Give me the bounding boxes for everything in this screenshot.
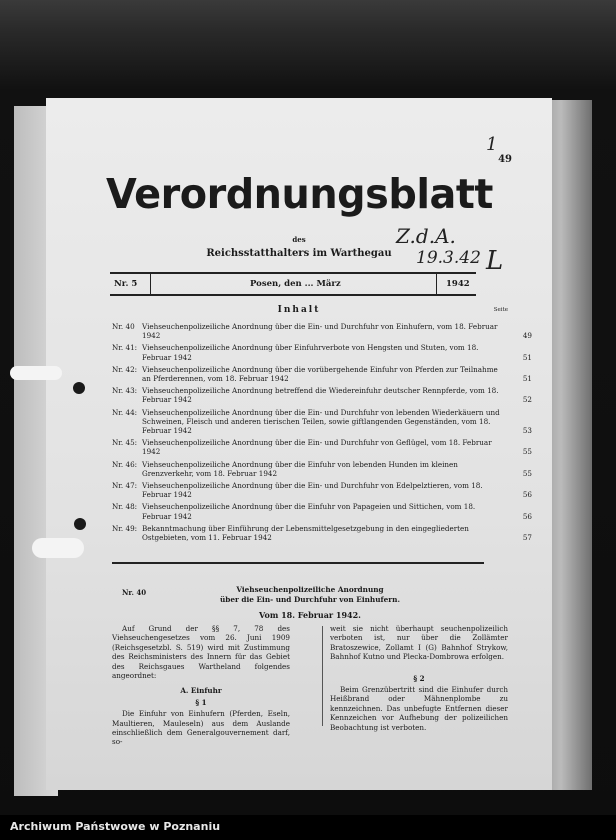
publication-title: Verordnungsblatt xyxy=(106,170,493,218)
archive-credit: Archiwum Państwowe w Poznaniu xyxy=(10,820,221,833)
body-paragraph: Beim Grenzübertritt sind die Einhufer durch Heißbrand oder Mähnenplombe zu kennzeichnen. Das unbefugte Entfernen dieser Kennzeichen vor Aufhebung der polizeilichen Beobachtung ist verboten. xyxy=(330,685,508,732)
body-paragraph: Die Einfuhr von Einhufern (Pferden, Eseln, Maultieren, Mauleseln) aus dem Auslande einschließlich dem Generalgouvernement darf, so- xyxy=(112,709,290,747)
subheading: A. Einfuhr xyxy=(180,686,222,696)
binder-tab-top xyxy=(10,366,62,380)
section-divider xyxy=(112,562,484,564)
binder-tab-bottom xyxy=(32,538,84,558)
toc-item: Nr. 40 Viehseuchenpolizeiliche Anordnung über die Ein- und Durchfuhr von Einhufern, vom 18. Februar 1942 49 xyxy=(112,322,532,341)
toc-item: Nr. 46: Viehseuchenpolizeiliche Anordnung über die Einfuhr von lebenden Hunden im kleinen Grenzverkehr, vom 18. Februar 1942 55 xyxy=(112,459,532,478)
punch-hole-bottom xyxy=(74,518,86,530)
section-number: Nr. 40 xyxy=(122,588,147,597)
toc-heading: Inhalt xyxy=(277,305,321,315)
text-column-left xyxy=(112,624,290,747)
toc-item: Nr. 44: Viehseuchenpolizeiliche Anordnung über die Ein- und Durchfuhr von lebenden Wiederkäuern und Schweinen, Fleisch und anderen tierischen Teilen, sowie giftlangenden Gegenständen, vom 18. Februar 1942 53 xyxy=(112,407,532,436)
section-title-line2: über die Ein- und Durchfuhr von Einhufern. xyxy=(220,595,400,604)
toc-item: Nr. 43: Viehseuchenpolizeiliche Anordnung betreffend die Wiedereinfuhr deutscher Rennpferde, vom 18. Februar 1942 52 xyxy=(112,386,532,405)
issue-year: 1942 xyxy=(446,279,470,289)
archive-footer xyxy=(0,815,616,840)
toc-item: Nr. 42: Viehseuchenpolizeiliche Anordnung über die vorübergehende Einfuhr von Pferden zur Teilnahme an Pferderennen, vom 18. Februar 1942 51 xyxy=(112,364,532,384)
document-page xyxy=(46,98,552,790)
punch-hole-top xyxy=(73,382,85,394)
toc-item: Nr. 45: Viehseuchenpolizeiliche Anordnung über die Ein- und Durchfuhr von Geflügel, vom 18. Februar 1942 55 xyxy=(112,438,532,457)
issue-number: Nr. 5 xyxy=(114,279,138,289)
body-paragraph: Auf Grund der §§ 7, 78 des Viehseuchengesetzes vom 26. Juni 1909 (Reichsgesetzbl. S. 519) wird mit Zustimmung des Reichsministers des Innern für das Gebiet des Reichsgaues Wartheland folgendes angeordnet: xyxy=(112,624,290,681)
publication-des: des xyxy=(292,235,306,244)
paragraph-mark: § 2 xyxy=(413,673,425,683)
text-column-right xyxy=(330,624,508,732)
handwritten-note-date: 19.3.42 xyxy=(416,248,481,268)
section-date: Vom 18. Februar 1942. xyxy=(259,610,361,620)
publication-publisher: Reichsstatthalters im Warthegau xyxy=(206,248,392,259)
handwritten-note-zda: Z.d.A. xyxy=(396,224,456,248)
toc-item: Nr. 47: Viehseuchenpolizeiliche Anordnung über die Ein- und Durchfuhr von Edelpelztieren, vom 18. Februar 1942 56 xyxy=(112,481,532,500)
column-divider xyxy=(322,626,323,726)
toc-item: Nr. 41: Viehseuchenpolizeiliche Anordnung über Einfuhrverbote von Hengsten und Stuten, vom 18. Februar 1942 51 xyxy=(112,343,532,362)
paragraph-mark: § 1 xyxy=(195,697,207,707)
section-title-line1: Viehseuchenpolizeiliche Anordnung xyxy=(236,585,384,594)
table-of-contents xyxy=(112,322,532,545)
page-number: 49 xyxy=(498,154,512,165)
section-title xyxy=(112,585,508,605)
issue-info-bar xyxy=(110,272,476,296)
body-paragraph: weit sie nicht überhaupt seuchenpolizeilich verboten ist, nur über die Zollämter Bratoszewice, Zollamt I (G) Bahnhof Strykow, Bahnhof Kutno und Plecka-Dombrowa erfolgen. xyxy=(330,624,508,662)
toc-page-column-label: Seite xyxy=(493,307,508,313)
handwritten-mark: 1 xyxy=(486,134,498,155)
handwritten-corner-mark: L xyxy=(486,246,504,276)
toc-item: Nr. 49: Bekanntmachung über Einführung der Lebensmittelgesetzgebung in den eingegliederten Ostgebieten, vom 11. Februar 1942 57 xyxy=(112,523,532,543)
issue-place-date: Posen, den ... März xyxy=(250,279,341,289)
toc-item: Nr. 48: Viehseuchenpolizeiliche Anordnung über die Einfuhr von Papageien und Sittichen, vom 18. Februar 1942 56 xyxy=(112,502,532,521)
